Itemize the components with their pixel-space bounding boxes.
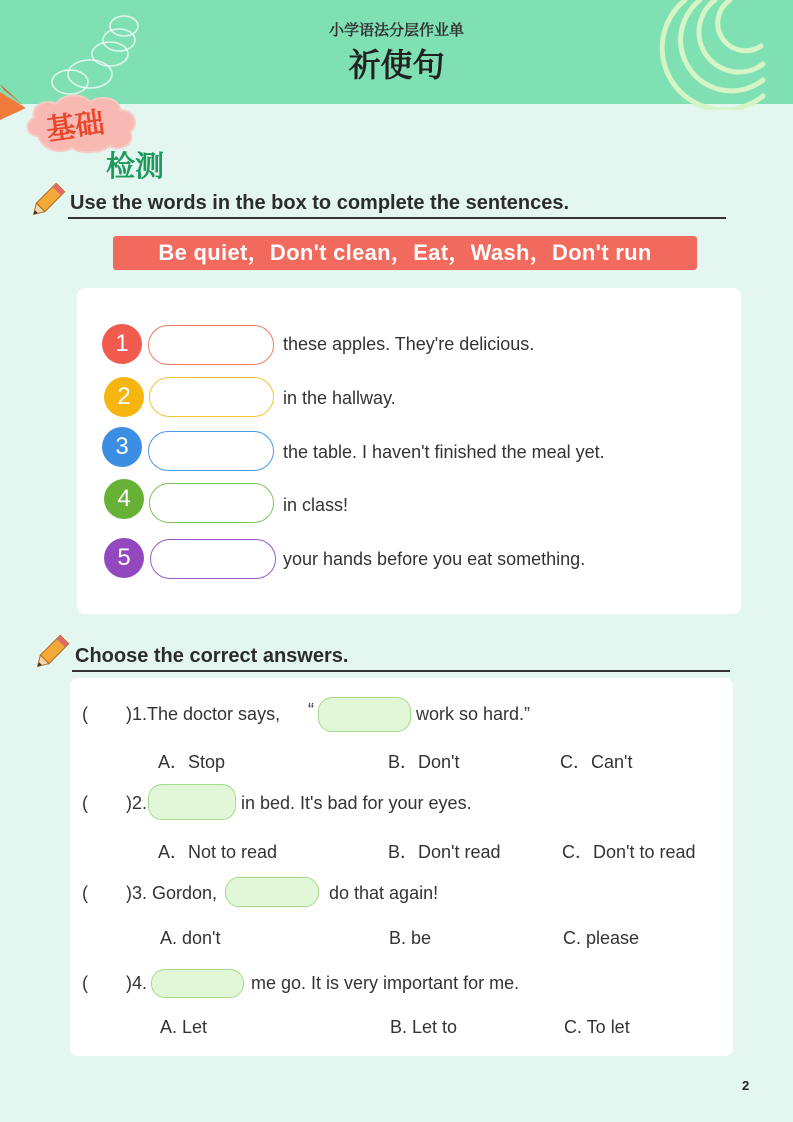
answer-blank[interactable] — [148, 784, 236, 820]
sentence-text: in the hallway. — [283, 388, 396, 408]
number-badge: 3 — [102, 427, 142, 467]
answer-blank-1[interactable] — [148, 325, 274, 365]
option-a[interactable]: A．Stop — [158, 752, 226, 772]
answer-paren: ( — [82, 793, 88, 813]
answer-blank[interactable] — [318, 697, 411, 732]
section2-underline — [72, 670, 730, 672]
answer-blank-4[interactable] — [149, 483, 274, 523]
section1-underline — [68, 217, 726, 219]
question-text: me go. It is very important for me. — [251, 973, 520, 993]
section1-instruction: Use the words in the box to complete the sentences. — [70, 192, 569, 214]
question-stem: )4. — [126, 973, 148, 993]
open-quote: “ — [308, 700, 314, 720]
sentence-text: the table. I haven't finished the meal yet. — [283, 442, 605, 462]
option-c[interactable]: C. To let — [564, 1017, 630, 1037]
answer-blank-2[interactable] — [149, 377, 274, 417]
number-badge: 2 — [104, 377, 144, 417]
word-box: Be quiet，Don't clean，Eat，Wash，Don't run — [113, 236, 697, 270]
answer-blank-3[interactable] — [148, 431, 274, 471]
section2-instruction: Choose the correct answers. — [75, 645, 349, 667]
multiple-choice-card — [70, 678, 733, 1056]
option-b[interactable]: B. be — [389, 928, 432, 948]
pencil-icon — [30, 632, 72, 674]
badge-label-test: 检测 — [106, 151, 165, 183]
option-c[interactable]: C．Don't to read — [562, 842, 696, 862]
question-text: work so hard.” — [416, 704, 531, 724]
number-badge: 5 — [104, 538, 144, 578]
number-badge: 1 — [102, 324, 142, 364]
question-text: do that again! — [329, 883, 439, 903]
option-c[interactable]: C．Can't — [560, 752, 633, 772]
question-stem: )3. Gordon, — [126, 883, 218, 903]
question-stem: )2. — [126, 793, 148, 813]
option-b[interactable]: B．Don't — [388, 752, 460, 772]
header-subtitle: 小学语法分层作业单 — [328, 22, 464, 39]
question-stem: )1.The doctor says, — [126, 704, 281, 724]
answer-blank[interactable] — [225, 877, 319, 907]
option-a[interactable]: A. Let — [160, 1017, 208, 1037]
sentence-text: these apples. They're delicious. — [283, 334, 535, 354]
answer-paren: ( — [82, 973, 88, 993]
page-title: 祈使句 — [348, 47, 445, 83]
question-text: in bed. It's bad for your eyes. — [241, 793, 472, 813]
answer-paren: ( — [82, 883, 88, 903]
option-a[interactable]: A．Not to read — [158, 842, 278, 862]
page-number: 2 — [742, 1078, 750, 1093]
number-badge: 4 — [104, 479, 144, 519]
answer-blank-5[interactable] — [150, 539, 276, 579]
pencil-icon — [26, 180, 68, 222]
option-a[interactable]: A. don't — [160, 928, 221, 948]
option-b[interactable]: B. Let to — [390, 1017, 458, 1037]
sentence-text: your hands before you eat something. — [283, 549, 586, 569]
sentence-text: in class! — [283, 495, 349, 515]
badge-label-basic: 基础 — [44, 107, 107, 147]
option-b[interactable]: B．Don't read — [388, 842, 501, 862]
option-c[interactable]: C. please — [563, 928, 640, 948]
answer-paren: ( — [82, 704, 88, 724]
answer-blank[interactable] — [151, 969, 244, 998]
